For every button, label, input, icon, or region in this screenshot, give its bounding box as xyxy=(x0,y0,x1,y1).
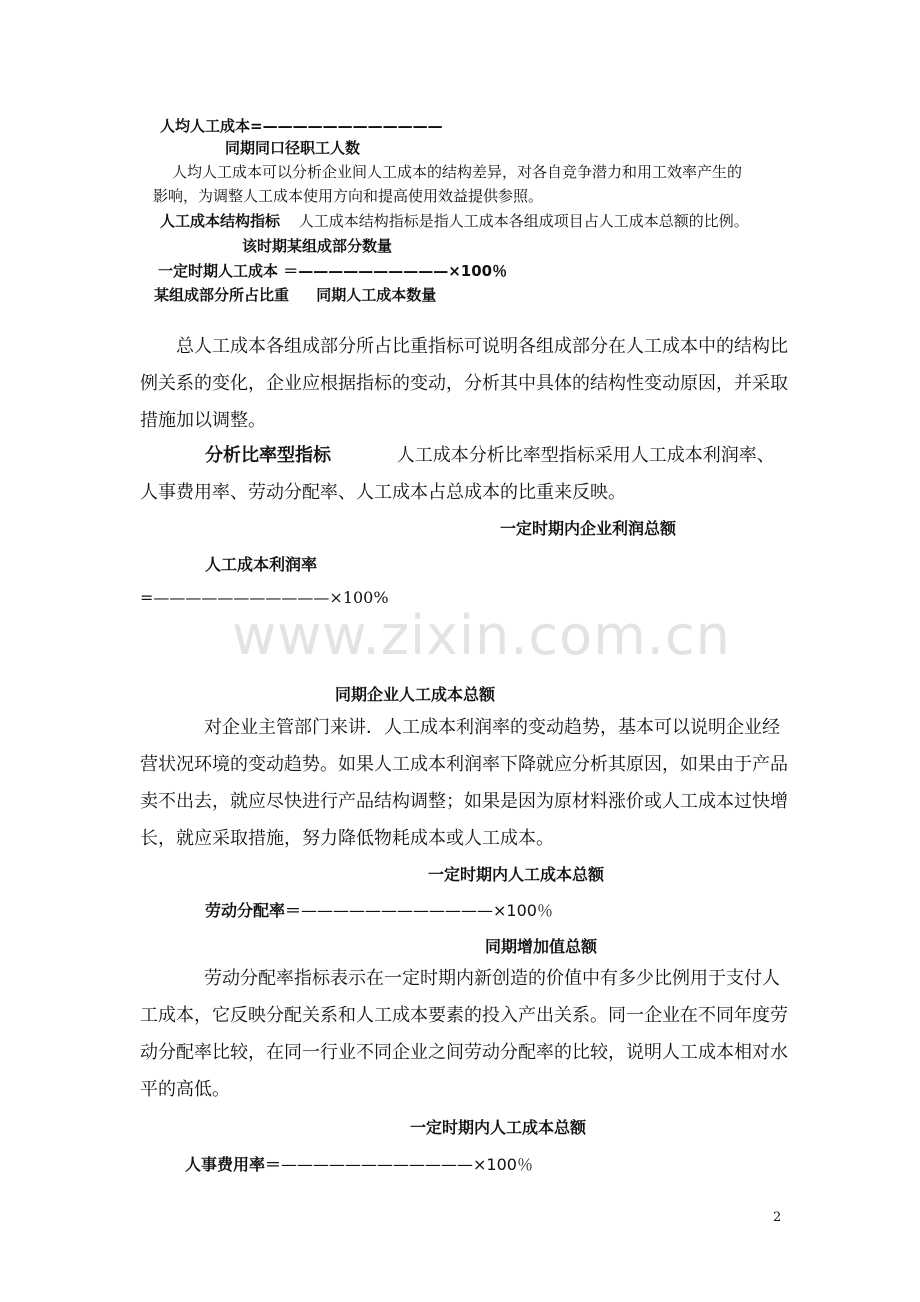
section-text: 人工成本分析比率型指标采用人工成本利润率、 xyxy=(396,445,775,466)
formula-left: 劳动分配率＝ xyxy=(205,901,302,920)
formula-per-capita xyxy=(160,115,443,136)
fraction-line: ———————————— xyxy=(281,1155,474,1174)
percent-factor: ×100％ xyxy=(493,901,553,920)
paragraph-line: 影响，为调整人工成本使用方向和提高使用效益提供参照。 xyxy=(153,187,544,205)
formula-fraction-line: =———————————×100% xyxy=(140,588,389,607)
formula-left: 一定时期人工成本 ＝ xyxy=(158,262,299,280)
formula-denominator: 同期同口径职工人数 xyxy=(225,139,361,157)
fraction-line: —————————— xyxy=(298,262,449,280)
formula-personnel-cost xyxy=(185,1152,533,1175)
page-number: 2 xyxy=(773,1210,782,1225)
paragraph-line: 人均人工成本可以分析企业间人工成本的结构差异，对各自竞争潜力和用工效率产生的 xyxy=(172,163,743,181)
paragraph: 对企业主管部门来讲．人工成本利润率的变动趋势，基本可以说明企业经营状况环境的变动趋势。如果人工成本利润率下降就应分析其原因，如果由于产品卖不出去，就应尽快进行产品结构调整；如果是因为原材料涨价或人工成本过快增长，就应采取措施，努力降低物耗成本或人工成本。 xyxy=(140,717,788,849)
section-heading: 分析比率型指标 xyxy=(205,445,331,466)
percent-factor: ×100％ xyxy=(448,262,508,280)
formula-numerator: 该时期某组成部分数量 xyxy=(242,237,393,255)
formula-denominator: 同期人工成本数量 xyxy=(316,286,437,304)
paragraph-labor-share xyxy=(140,960,790,1108)
formula-numerator: 一定时期内企业利润总额 xyxy=(500,519,677,538)
formula-numerator: 一定时期内人工成本总额 xyxy=(410,1118,587,1137)
formula-left: 人事费用率＝ xyxy=(185,1155,282,1174)
fraction-line: ———————————— xyxy=(262,117,443,135)
formula-numerator: 一定时期内人工成本总额 xyxy=(428,865,605,884)
section-heading: 人工成本结构指标 xyxy=(160,212,281,230)
formula-left: 人均人工成本= xyxy=(160,117,263,135)
section-structure xyxy=(160,210,749,231)
formula-bottom xyxy=(154,284,436,305)
formula-structure xyxy=(158,260,507,281)
fraction-line: ———————————— xyxy=(301,901,494,920)
paragraph-line: 人事费用率、劳动分配率、人工成本占总成本的比重来反映。 xyxy=(140,482,626,503)
percent-factor: ×100％ xyxy=(473,1155,533,1174)
paragraph: 劳动分配率指标表示在一定时期内新创造的价值中有多少比例用于支付人工成本，它反映分配关系和人工成本要素的投入产出关系。同一企业在不同年度劳动分配率比较，在同一行业不同企业之间劳动分配率的比较，说明人工成本相对水平的高低。 xyxy=(140,968,788,1100)
formula-denominator: 同期企业人工成本总额 xyxy=(335,685,496,704)
section-ratio xyxy=(205,441,775,467)
section-text: 人工成本结构指标是指人工成本各组成项目占人工成本总额的比例。 xyxy=(298,212,749,230)
watermark: www.zixin.com.cn xyxy=(232,604,731,667)
paragraph: 总人工成本各组成部分所占比重指标可说明各组成部分在人工成本中的结构比例关系的变化，企业应根据指标的变动，分析其中具体的结构性变动原因，并采取措施加以调整。 xyxy=(140,336,788,431)
formula-denominator: 同期增加值总额 xyxy=(485,937,598,956)
paragraph-profit xyxy=(140,709,790,857)
paragraph-structure xyxy=(140,328,790,439)
formula-left-2: 某组成部分所占比重 xyxy=(154,286,290,304)
formula-labor-share xyxy=(205,898,553,921)
formula-left: 人工成本利润率 xyxy=(205,555,318,574)
